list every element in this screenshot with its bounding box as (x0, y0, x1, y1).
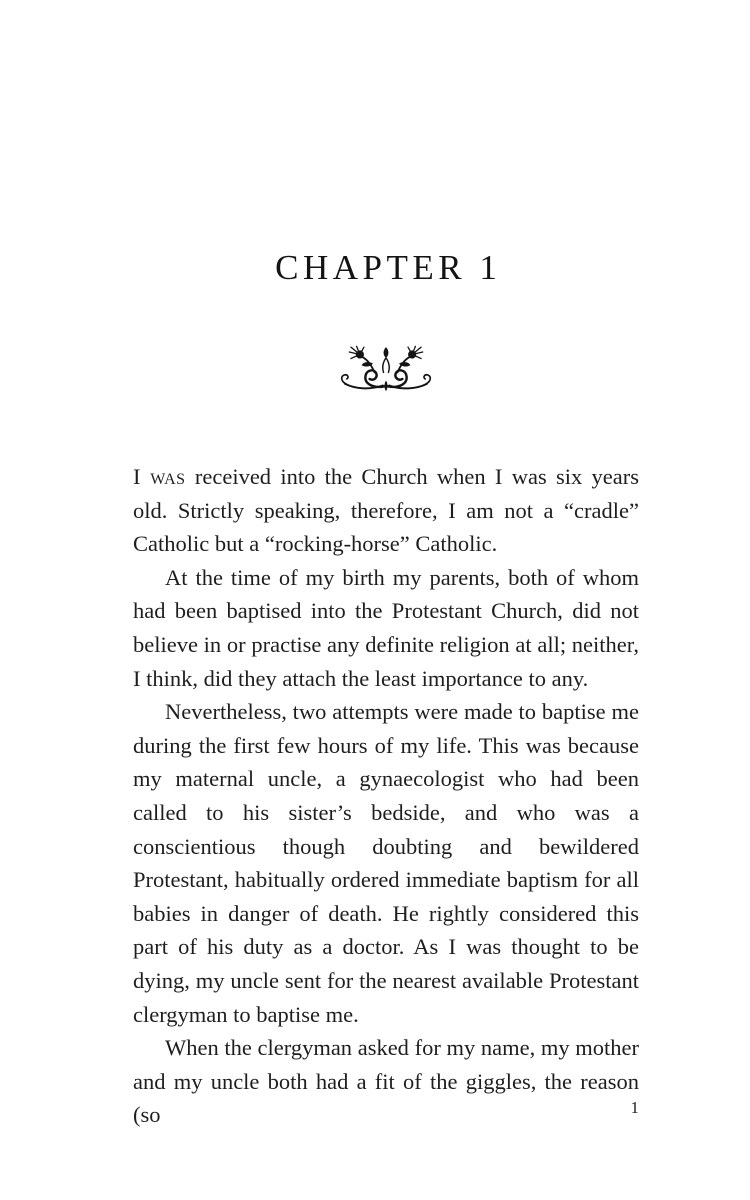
page-number: 1 (630, 1098, 639, 1117)
chapter-ornament (133, 345, 639, 397)
paragraph-text: received into the Church when I was six years old. Strictly speaking, therefore, I am not a “cradle” Catholic but a “rocking-horse” Catholic. (133, 464, 640, 557)
paragraph: When the clergyman asked for my name, my mother and my uncle both had a fit of the giggles, the reason (so (133, 1035, 639, 1128)
paragraph: At the time of my birth my parents, both of whom had been baptised into the Protestant Church, did not believe in or practise any definite religion at all; neither, I think, did they attach the least importance to any. (133, 564, 639, 691)
paragraph: Nevertheless, two attempts were made to baptise me during the first few hours of my life. This was because my maternal uncle, a gynaecologist who had been called to his sister’s bedside, and who was a conscientious though doubting and bewildered Protestant, habitually ordered immediate baptism for all babies in danger of death. He rightly considered this part of his duty as a doctor. As I was thought to be dying, my uncle sent for the nearest available Protestant clergyman to baptise me. (133, 699, 639, 1027)
text-block (133, 0, 639, 1132)
body-text (133, 460, 639, 1132)
chapter-title: CHAPTER 1 (275, 248, 502, 287)
smallcaps-lead: was (140, 464, 186, 489)
paragraph (133, 460, 639, 561)
lead-capital: I (133, 464, 141, 489)
floral-fleuron-icon (337, 345, 435, 395)
